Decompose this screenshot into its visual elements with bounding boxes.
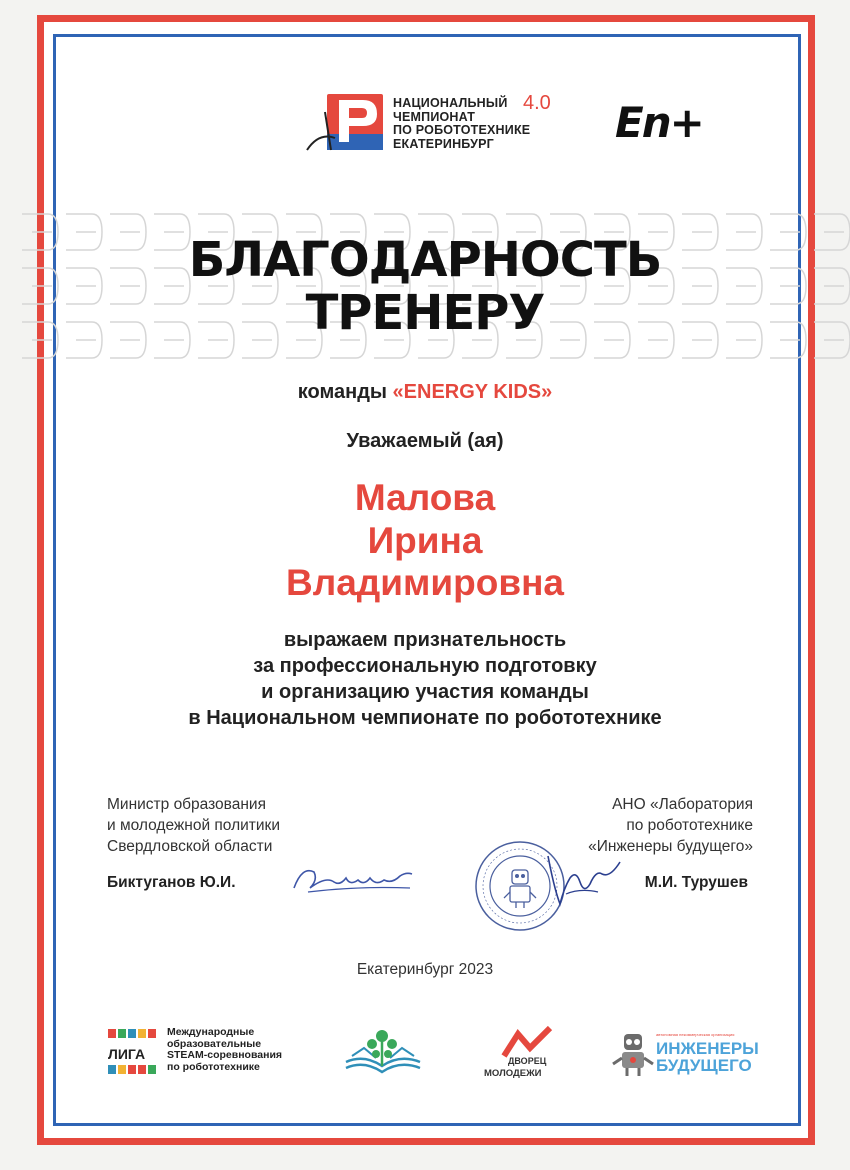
place-and-year: Екатеринбург 2023 [356,961,494,978]
liga-square [128,1065,136,1074]
left-signatory-name: Биктуганов Ю.И. [107,874,236,891]
liga-square [118,1029,126,1038]
dvorets-line1: ДВОРЕЦ [508,1056,547,1066]
liga-logo-icon [108,1027,160,1077]
liga-square [138,1065,146,1074]
certificate-title-line1: БЛАГОДАРНОСТЬ [188,232,662,288]
engineers-line1: ИНЖЕНЕРЫ [656,1039,759,1058]
open-book-tree-icon [342,1026,424,1078]
greeting: Уважаемый (ая) [346,430,504,452]
robot-mascot-icon [610,1030,655,1078]
liga-square [128,1029,136,1038]
recipient-first-name: Ирина [367,520,483,561]
championship-version: 4.0 [523,92,551,114]
liga-square [148,1065,156,1074]
team-name: «ENERGY KIDS» [392,381,553,403]
recipient-patronymic: Владимировна [285,562,565,603]
right-signatory-name: М.И. Турушев [644,874,748,891]
liga-caption: Международные образовательные STEAM-соревнования по робототехнике [167,1026,283,1073]
message [0,627,850,731]
left-handwritten-signature [288,858,418,900]
liga-word: ЛИГА [108,1046,146,1062]
liga-square [108,1029,116,1038]
team-prefix: команды [297,381,387,403]
message-line: выражаем признательность [283,629,567,651]
recipient-surname: Малова [354,477,496,518]
dvorets-line2: МОЛОДЕЖИ [484,1068,542,1079]
liga-square [118,1065,126,1074]
message-line: и организацию участия команды [261,681,589,703]
message-line: в Национальном чемпионате по робототехнике [188,707,662,729]
engineers-caption: автономная некоммерческая организация [656,1032,735,1037]
championship-title: НАЦИОНАЛЬНЫЙ ЧЕМПИОНАТ ПО РОБОТОТЕХНИКЕ ЕКАТЕРИНБУРГ [393,96,531,151]
enplus-logo: En+ [615,98,703,147]
right-handwritten-signature [540,848,625,913]
right-signatory-title: АНО «Лаборатория по робототехнике «Инженеры будущего» [588,796,753,855]
certificate-title-line2: ТРЕНЕРУ [305,285,545,341]
championship-logo-icon [305,92,385,154]
left-signatory-title: Министр образования и молодежной политики Свердловской области [107,796,280,855]
team-line [0,381,850,404]
liga-square [108,1065,116,1074]
liga-square [138,1029,146,1038]
liga-square [148,1029,156,1038]
engineers-line2: БУДУЩЕГО [656,1056,752,1075]
message-line: за профессиональную подготовку [253,655,597,677]
